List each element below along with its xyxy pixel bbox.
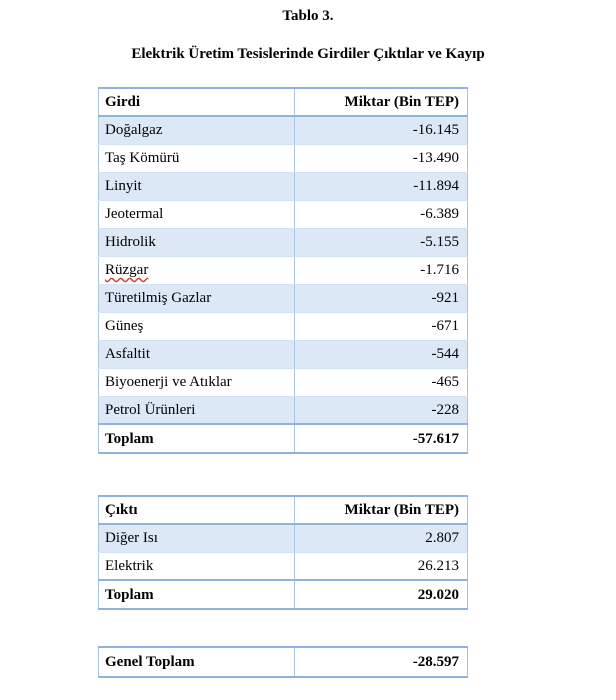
outputs-total-label: Toplam	[99, 580, 295, 609]
row-label: Hidrolik	[99, 228, 295, 256]
table-row	[99, 200, 468, 228]
row-label	[99, 256, 295, 284]
row-value: -465	[295, 368, 468, 396]
row-label: Taş Kömürü	[99, 144, 295, 172]
table-row	[99, 116, 468, 144]
table-row	[99, 172, 468, 200]
table-row	[99, 256, 468, 284]
row-value: 2.807	[295, 524, 468, 552]
row-label: Jeotermal	[99, 200, 295, 228]
row-label: Diğer Isı	[99, 524, 295, 552]
table-row	[99, 552, 468, 580]
table-row	[99, 340, 468, 368]
inputs-header-value: Miktar (Bin TEP)	[295, 88, 468, 116]
row-label: Elektrik	[99, 552, 295, 580]
grand-total-row	[99, 647, 468, 677]
inputs-total-label: Toplam	[99, 424, 295, 453]
row-value: -13.490	[295, 144, 468, 172]
row-value: -5.155	[295, 228, 468, 256]
table-row	[99, 228, 468, 256]
grand-total-table	[98, 646, 468, 678]
row-value: -11.894	[295, 172, 468, 200]
table-row	[99, 284, 468, 312]
outputs-header-value: Miktar (Bin TEP)	[295, 496, 468, 524]
row-value: -544	[295, 340, 468, 368]
row-value: -1.716	[295, 256, 468, 284]
table-row	[99, 396, 468, 424]
table-row	[99, 524, 468, 552]
row-label: Asfaltit	[99, 340, 295, 368]
spellcheck-underlined-label: Rüzgar	[105, 262, 149, 278]
row-label: Doğalgaz	[99, 116, 295, 144]
row-value: 26.213	[295, 552, 468, 580]
inputs-header-row	[99, 88, 468, 116]
table-subtitle: Elektrik Üretim Tesislerinde Girdiler Çıktılar ve Kayıp	[131, 46, 485, 62]
row-label: Biyoenerji ve Atıklar	[99, 368, 295, 396]
outputs-total-row	[99, 580, 468, 609]
row-value: -6.389	[295, 200, 468, 228]
row-label: Güneş	[99, 312, 295, 340]
outputs-header-row	[99, 496, 468, 524]
grand-total-value: -28.597	[295, 647, 468, 677]
inputs-total-value: -57.617	[295, 424, 468, 453]
row-value: -16.145	[295, 116, 468, 144]
row-value: -921	[295, 284, 468, 312]
row-label: Linyit	[99, 172, 295, 200]
table-title: Tablo 3.	[282, 8, 334, 24]
outputs-table	[98, 495, 468, 610]
row-label: Türetilmiş Gazlar	[99, 284, 295, 312]
table-row	[99, 312, 468, 340]
row-value: -671	[295, 312, 468, 340]
outputs-total-value: 29.020	[295, 580, 468, 609]
row-label: Petrol Ürünleri	[99, 396, 295, 424]
inputs-total-row	[99, 424, 468, 453]
inputs-header-label: Girdi	[99, 88, 295, 116]
table-row	[99, 368, 468, 396]
grand-total-label: Genel Toplam	[99, 647, 295, 677]
inputs-table	[98, 87, 468, 454]
outputs-header-label: Çıktı	[99, 496, 295, 524]
table-row	[99, 144, 468, 172]
row-value: -228	[295, 396, 468, 424]
